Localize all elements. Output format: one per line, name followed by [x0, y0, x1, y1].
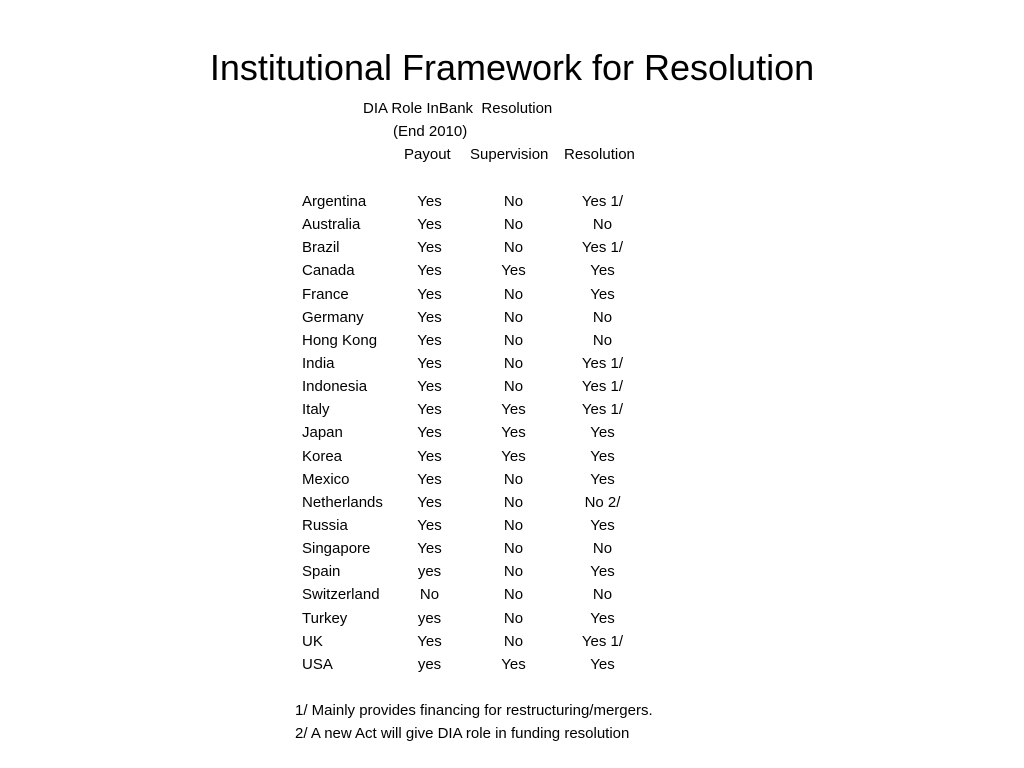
country-cell: India	[302, 354, 335, 372]
country-cell: Singapore	[302, 540, 371, 558]
table-row	[302, 329, 662, 352]
supervision-cell: No	[503, 239, 524, 257]
country-cell: Australia	[302, 216, 361, 234]
table-row	[302, 537, 662, 560]
payout-cell: yes	[417, 563, 442, 581]
payout-cell: Yes	[417, 401, 442, 419]
resolution-cell: Yes	[590, 609, 615, 627]
resolution-cell: No	[592, 331, 613, 349]
table-row	[302, 259, 662, 282]
country-cell: Spain	[302, 563, 341, 581]
table-row	[302, 398, 662, 421]
resolution-cell: Yes	[590, 447, 615, 465]
payout-cell: yes	[417, 609, 442, 627]
footnote-1: 1/ Mainly provides financing for restructuring/mergers.	[295, 702, 653, 719]
country-cell: Mexico	[302, 470, 350, 488]
supervision-cell: No	[503, 470, 524, 488]
supervision-cell: No	[503, 586, 524, 604]
payout-cell: Yes	[417, 216, 442, 234]
column-header-supervision: Supervision	[470, 146, 549, 163]
table-row	[302, 445, 662, 468]
supervision-cell: No	[503, 516, 524, 534]
table-row	[302, 352, 662, 375]
supervision-cell: No	[503, 308, 524, 326]
resolution-cell: No	[592, 586, 613, 604]
resolution-cell: No	[592, 308, 613, 326]
payout-cell: No	[419, 586, 440, 604]
payout-cell: Yes	[417, 354, 442, 372]
country-cell: Switzerland	[302, 586, 380, 604]
table-row	[302, 491, 662, 514]
table-row	[302, 306, 662, 329]
resolution-cell: Yes 1/	[581, 378, 624, 396]
supervision-cell: No	[503, 285, 524, 303]
country-cell: Italy	[302, 401, 330, 419]
table-row	[302, 468, 662, 491]
resolution-cell: Yes 1/	[581, 354, 624, 372]
supervision-cell: No	[503, 609, 524, 627]
country-cell: Indonesia	[302, 378, 368, 396]
payout-cell: Yes	[417, 493, 442, 511]
country-cell: Brazil	[302, 239, 340, 257]
table-row	[302, 190, 662, 213]
resolution-cell: Yes	[590, 262, 615, 280]
payout-cell: Yes	[417, 632, 442, 650]
country-cell: Japan	[302, 424, 343, 442]
resolution-cell: Yes	[590, 516, 615, 534]
resolution-cell: Yes 1/	[581, 193, 624, 210]
payout-cell: Yes	[417, 285, 442, 303]
table-row	[302, 213, 662, 236]
country-cell: UK	[302, 632, 323, 650]
table-row	[302, 607, 662, 630]
resolution-cell: Yes	[590, 470, 615, 488]
supervision-cell: No	[503, 193, 524, 210]
resolution-cell: Yes 1/	[581, 401, 624, 419]
payout-cell: Yes	[417, 308, 442, 326]
resolution-cell: Yes 1/	[581, 239, 624, 257]
country-cell: Korea	[302, 447, 343, 465]
country-cell: Russia	[302, 516, 348, 534]
payout-cell: Yes	[417, 378, 442, 396]
supervision-cell: Yes	[501, 655, 526, 673]
table-row	[302, 283, 662, 306]
payout-cell: Yes	[417, 447, 442, 465]
country-cell: USA	[302, 655, 333, 673]
supervision-cell: No	[503, 216, 524, 234]
resolution-cell: Yes	[590, 285, 615, 303]
table-row	[302, 514, 662, 537]
payout-cell: Yes	[417, 193, 442, 210]
table-date-note: (End 2010)	[393, 123, 468, 140]
table-row	[302, 375, 662, 398]
table-row	[302, 583, 662, 606]
column-header-payout: Payout	[404, 146, 451, 163]
country-cell: Argentina	[302, 193, 367, 210]
supervision-cell: Yes	[501, 447, 526, 465]
country-cell: Germany	[302, 308, 364, 326]
country-cell: Turkey	[302, 609, 348, 627]
table-row	[302, 630, 662, 653]
supervision-cell: No	[503, 632, 524, 650]
payout-cell: yes	[417, 655, 442, 673]
table-row	[302, 236, 662, 259]
footnote-2: 2/ A new Act will give DIA role in funding resolution	[295, 725, 630, 742]
payout-cell: Yes	[417, 540, 442, 558]
payout-cell: Yes	[417, 239, 442, 257]
resolution-cell: Yes 1/	[581, 632, 624, 650]
country-cell: Hong Kong	[302, 331, 378, 349]
payout-cell: Yes	[417, 470, 442, 488]
payout-cell: Yes	[417, 331, 442, 349]
resolution-cell: Yes	[590, 563, 615, 581]
payout-cell: Yes	[417, 262, 442, 280]
column-header-resolution: Resolution	[564, 146, 635, 163]
country-cell: France	[302, 285, 349, 303]
country-cell: Netherlands	[302, 493, 383, 511]
supervision-cell: Yes	[501, 424, 526, 442]
table-row	[302, 421, 662, 444]
table-row	[302, 653, 662, 676]
table-subtitle: DIA Role InBank Resolution	[363, 100, 553, 117]
resolution-cell: No	[592, 540, 613, 558]
payout-cell: Yes	[417, 424, 442, 442]
supervision-cell: Yes	[501, 401, 526, 419]
resolution-cell: Yes	[590, 424, 615, 442]
resolution-cell: Yes	[590, 655, 615, 673]
supervision-cell: No	[503, 378, 524, 396]
payout-cell: Yes	[417, 516, 442, 534]
country-table	[302, 190, 662, 676]
resolution-cell: No	[592, 216, 613, 234]
supervision-cell: No	[503, 354, 524, 372]
slide-title: Institutional Framework for Resolution	[209, 47, 815, 88]
table-row	[302, 560, 662, 583]
country-cell: Canada	[302, 262, 355, 280]
supervision-cell: No	[503, 540, 524, 558]
resolution-cell: No 2/	[584, 493, 621, 511]
supervision-cell: No	[503, 563, 524, 581]
supervision-cell: No	[503, 331, 524, 349]
supervision-cell: No	[503, 493, 524, 511]
supervision-cell: Yes	[501, 262, 526, 280]
